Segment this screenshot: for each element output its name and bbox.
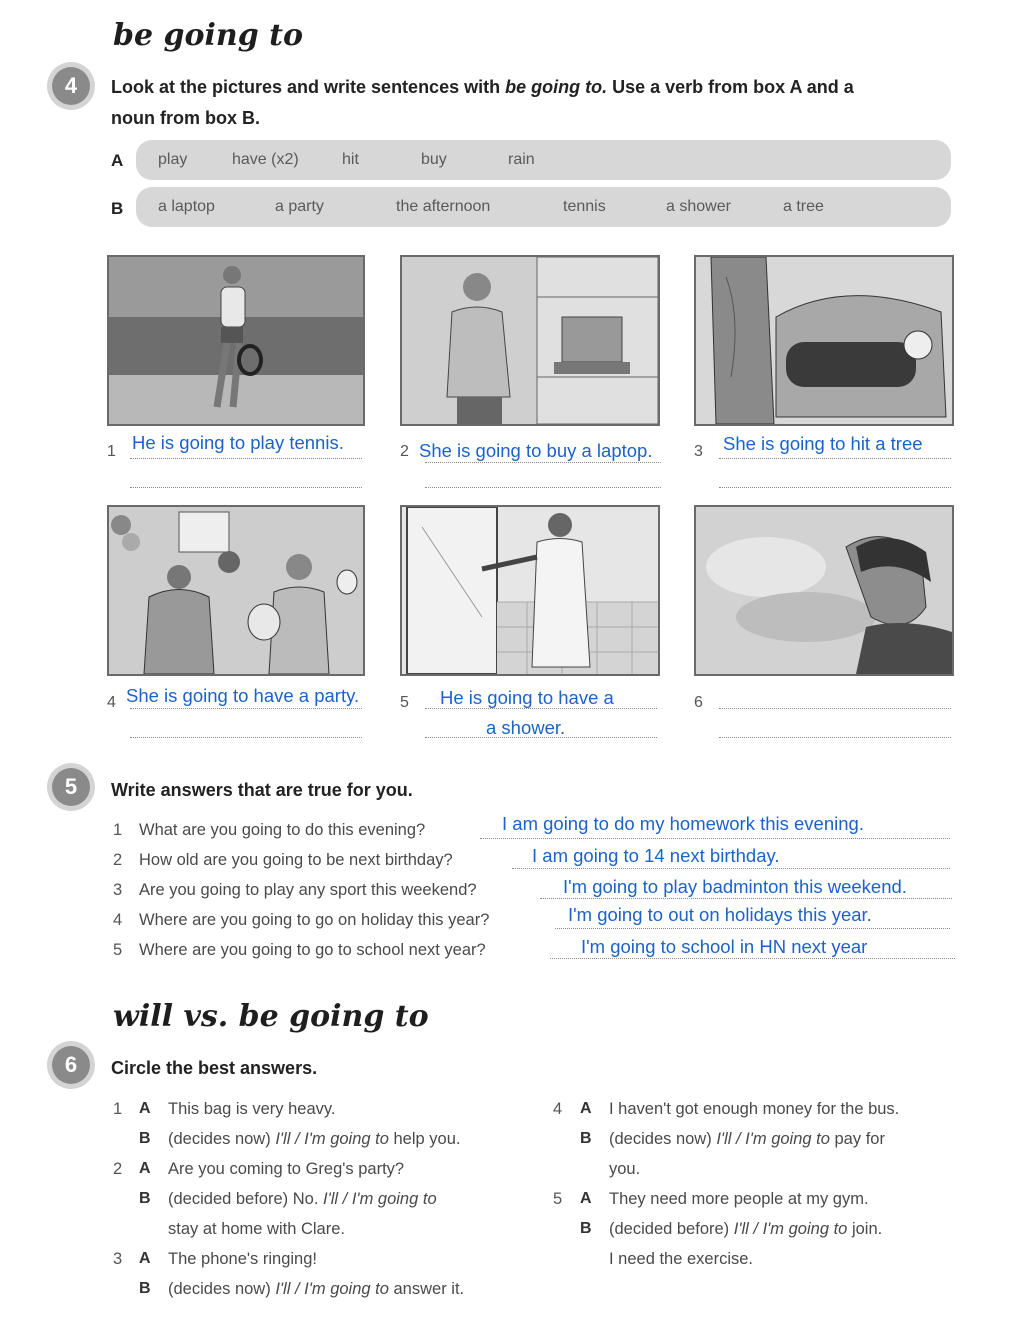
item-number: 4 bbox=[553, 1100, 563, 1118]
picture-5-answer[interactable]: He is going to have a bbox=[440, 687, 614, 708]
item-number: 1 bbox=[113, 1100, 123, 1118]
box-b-word: the afternoon bbox=[396, 198, 491, 215]
box-b-word: a tree bbox=[783, 198, 824, 215]
question-text: Where are you going to go on holiday this year? bbox=[139, 911, 490, 929]
sky-man-picture bbox=[694, 505, 954, 676]
picture-1-answer[interactable]: He is going to play tennis. bbox=[132, 432, 344, 453]
exercise-5-instruction: Write answers that are true for you. bbox=[111, 780, 413, 800]
question-1-answer[interactable]: I am going to do my homework this evening. bbox=[502, 813, 864, 834]
box-a-word: play bbox=[158, 151, 188, 168]
dialogue-line: I haven't got enough money for the bus. bbox=[609, 1100, 900, 1118]
picture-3-number: 3 bbox=[694, 443, 703, 460]
section-title-will-vs-be-going-to: will vs. be going to bbox=[113, 999, 429, 1034]
dialogue-line: stay at home with Clare. bbox=[168, 1220, 345, 1238]
instruction-emphasis: be going to. bbox=[505, 77, 608, 97]
word-box-b bbox=[136, 187, 951, 227]
instruction-text-line2: noun from box B. bbox=[111, 108, 260, 128]
answer-line bbox=[540, 898, 952, 899]
box-a-letter: A bbox=[111, 151, 124, 170]
answer-line bbox=[425, 462, 661, 463]
picture-3-answer[interactable]: She is going to hit a tree bbox=[723, 433, 923, 454]
choice-options[interactable]: I'll / I'm going to bbox=[716, 1130, 830, 1148]
dialogue-line: (decides now) I'll / I'm going to answer it. bbox=[168, 1280, 465, 1298]
question-number: 2 bbox=[113, 851, 123, 869]
picture-2-answer[interactable]: She is going to buy a laptop. bbox=[419, 440, 653, 461]
instruction-text-b: Use a verb from box A and a bbox=[607, 77, 854, 97]
picture-6-number: 6 bbox=[694, 694, 703, 711]
answer-line bbox=[480, 838, 950, 839]
section-title-be-going-to: be going to bbox=[113, 18, 303, 53]
question-number: 5 bbox=[113, 941, 123, 959]
box-b-word: a party bbox=[275, 198, 324, 215]
box-a-word: have (x2) bbox=[232, 151, 299, 168]
dialogue-line: This bag is very heavy. bbox=[168, 1100, 336, 1118]
question-4-answer[interactable]: I'm going to out on holidays this year. bbox=[568, 904, 872, 925]
picture-4-number: 4 bbox=[107, 694, 116, 711]
question-3-answer[interactable]: I'm going to play badminton this weekend. bbox=[563, 876, 907, 897]
box-b-word: tennis bbox=[563, 198, 606, 215]
answer-line bbox=[425, 708, 657, 709]
question-number: 1 bbox=[113, 821, 123, 839]
item-number: 3 bbox=[113, 1250, 123, 1268]
box-a-word: buy bbox=[421, 151, 447, 168]
picture-5-answer-line2[interactable]: a shower. bbox=[486, 717, 566, 738]
box-a-word: rain bbox=[508, 151, 535, 168]
word-box-a bbox=[136, 140, 951, 180]
exercise-6-instruction: Circle the best answers. bbox=[111, 1058, 318, 1078]
car-tree-illustration bbox=[696, 257, 952, 424]
box-a-word: hit bbox=[342, 151, 359, 168]
choice-options[interactable]: I'll / I'm going to bbox=[323, 1190, 437, 1208]
speaker-label: B bbox=[139, 1280, 151, 1297]
question-text: What are you going to do this evening? bbox=[139, 821, 426, 839]
exercise-6-badge: 6 bbox=[52, 1046, 90, 1084]
question-2-answer[interactable]: I am going to 14 next birthday. bbox=[532, 845, 780, 866]
instruction-text-a: Look at the pictures and write sentences with bbox=[111, 77, 506, 97]
dialogue-line: The phone's ringing! bbox=[168, 1250, 317, 1268]
speaker-label: B bbox=[580, 1130, 592, 1147]
speaker-label: A bbox=[580, 1190, 592, 1207]
answer-line bbox=[130, 708, 362, 709]
tennis-player-picture bbox=[107, 255, 365, 426]
speaker-label: B bbox=[580, 1220, 592, 1237]
answer-line bbox=[512, 868, 950, 869]
exercise-5-badge: 5 bbox=[52, 768, 90, 806]
laptop-shopper-illustration bbox=[402, 257, 658, 424]
answer-line bbox=[550, 958, 955, 959]
answer-line bbox=[555, 928, 950, 929]
exercise-4-instruction bbox=[111, 72, 951, 134]
speaker-label: B bbox=[139, 1130, 151, 1147]
speaker-label: A bbox=[580, 1100, 592, 1117]
picture-5-number: 5 bbox=[400, 694, 409, 711]
answer-line bbox=[425, 737, 657, 738]
party-illustration bbox=[109, 507, 363, 674]
party-picture bbox=[107, 505, 365, 676]
sky-man-illustration bbox=[696, 507, 952, 674]
shower-illustration bbox=[402, 507, 658, 674]
answer-line bbox=[130, 487, 362, 488]
question-5-answer[interactable]: I'm going to school in HN next year bbox=[581, 936, 868, 957]
dialogue-line: (decides now) I'll / I'm going to help you. bbox=[168, 1130, 461, 1148]
question-text: Where are you going to go to school next year? bbox=[139, 941, 486, 959]
question-text: How old are you going to be next birthday? bbox=[139, 851, 453, 869]
choice-options[interactable]: I'll / I'm going to bbox=[733, 1220, 848, 1238]
question-text: Are you going to play any sport this weekend? bbox=[139, 881, 477, 899]
tennis-player-illustration bbox=[109, 257, 363, 424]
speaker-label: A bbox=[139, 1250, 151, 1267]
dialogue-line: Are you coming to Greg's party? bbox=[168, 1160, 405, 1178]
box-b-word: a laptop bbox=[158, 198, 215, 215]
answer-line bbox=[130, 458, 362, 459]
picture-2-number: 2 bbox=[400, 443, 409, 460]
picture-1-number: 1 bbox=[107, 443, 116, 460]
dialogue-line: you. bbox=[609, 1160, 641, 1178]
laptop-shopper-picture bbox=[400, 255, 660, 426]
dialogue-line: (decides now) I'll / I'm going to pay for bbox=[609, 1130, 885, 1148]
dialogue-line: They need more people at my gym. bbox=[609, 1190, 869, 1208]
answer-line bbox=[425, 487, 661, 488]
answer-line bbox=[719, 737, 951, 738]
choice-options[interactable]: I'll / I'm going to bbox=[275, 1280, 389, 1298]
box-b-letter: B bbox=[111, 199, 124, 218]
answer-line bbox=[130, 737, 362, 738]
shower-picture bbox=[400, 505, 660, 676]
question-number: 3 bbox=[113, 881, 123, 899]
dialogue-line: I need the exercise. bbox=[609, 1250, 754, 1268]
choice-options[interactable]: I'll / I'm going to bbox=[275, 1130, 389, 1148]
speaker-label: A bbox=[139, 1160, 151, 1177]
question-number: 4 bbox=[113, 911, 123, 929]
answer-line bbox=[719, 458, 951, 459]
speaker-label: A bbox=[139, 1100, 151, 1117]
dialogue-line: (decided before) No. I'll / I'm going to bbox=[168, 1190, 437, 1208]
box-b-word: a shower bbox=[666, 198, 731, 215]
item-number: 2 bbox=[113, 1160, 123, 1178]
item-number: 5 bbox=[553, 1190, 563, 1208]
answer-line bbox=[719, 708, 951, 709]
exercise-4-badge: 4 bbox=[52, 67, 90, 105]
car-tree-picture bbox=[694, 255, 954, 426]
answer-line bbox=[719, 487, 951, 488]
speaker-label: B bbox=[139, 1190, 151, 1207]
dialogue-line: (decided before) I'll / I'm going to join. bbox=[609, 1220, 883, 1238]
picture-4-answer[interactable]: She is going to have a party. bbox=[126, 685, 360, 706]
